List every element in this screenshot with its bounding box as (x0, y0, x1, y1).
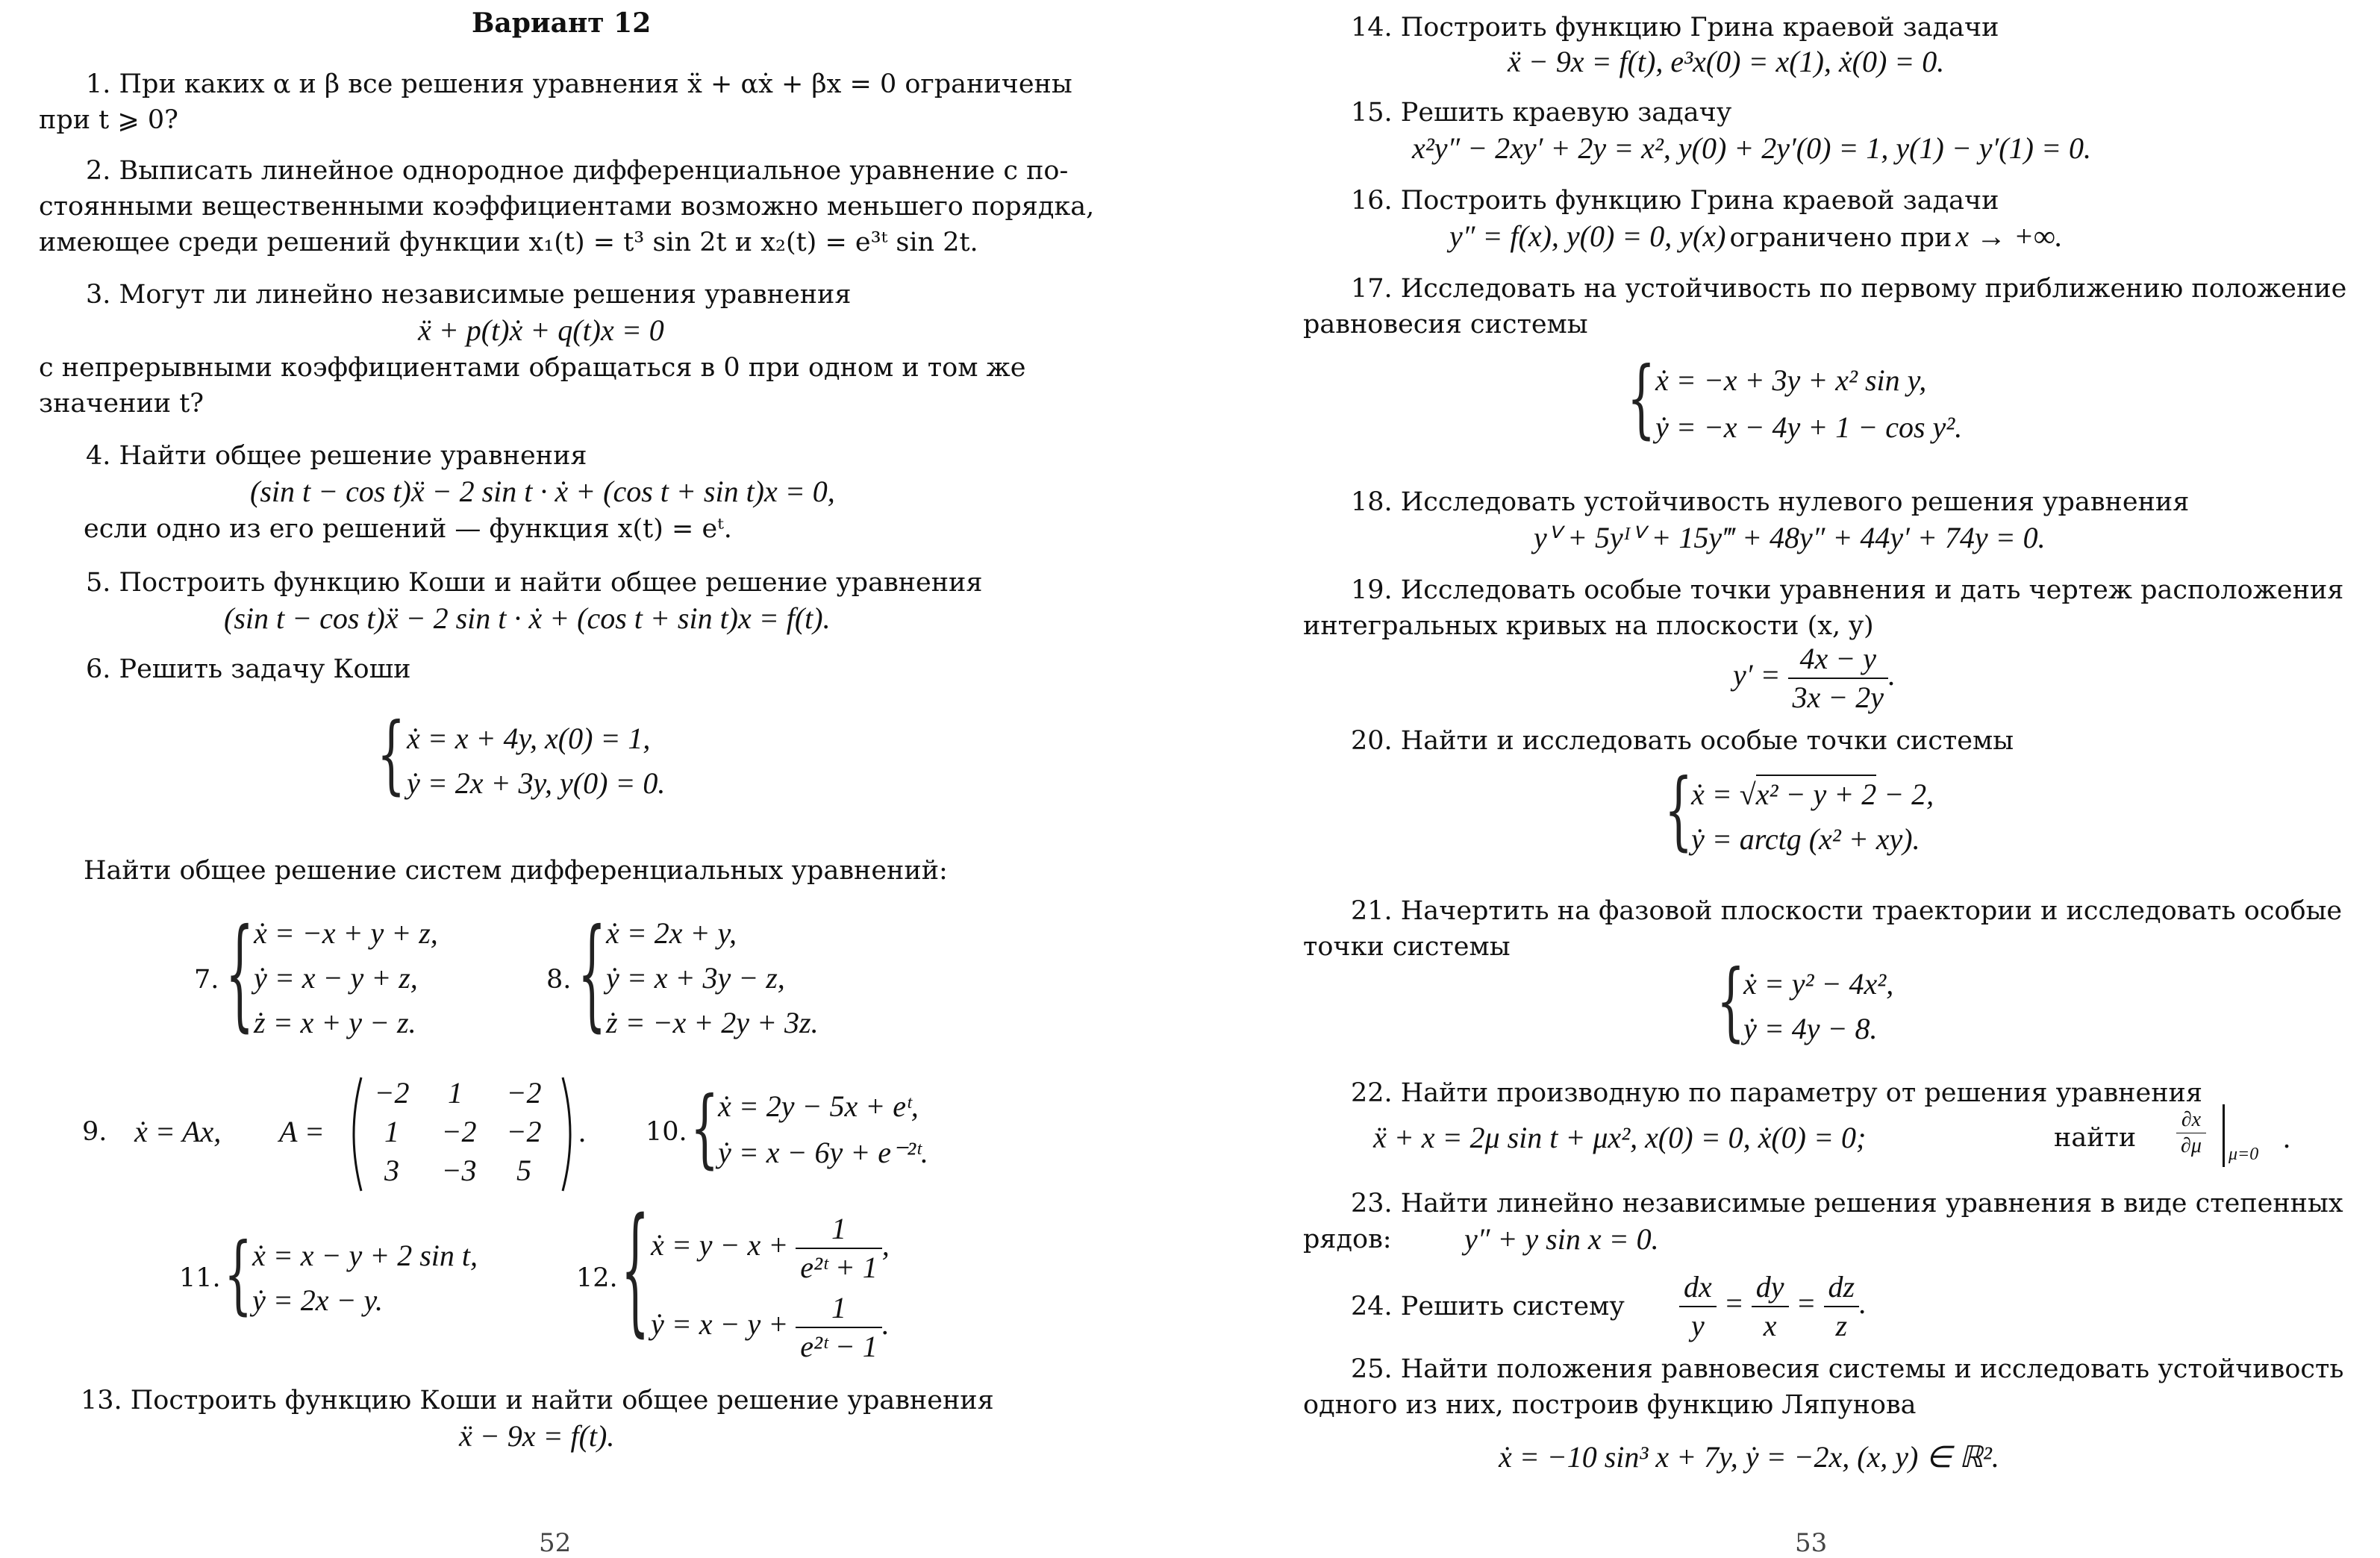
problem-16-line1: 16. Построить функцию Грина краевой задачи (1351, 186, 1999, 216)
problem-21-line1: 21. Начертить на фазовой плоскости траектории и исследовать особые (1351, 896, 2343, 926)
problem-19-lhs: y′ = (1733, 658, 1781, 692)
fraction-numerator: dz (1824, 1268, 1860, 1307)
problem-12-brace: { (621, 1189, 650, 1352)
systems-heading: Найти общее решение систем дифференциальных уравнений: (84, 856, 948, 886)
matrix-cell: −2 (506, 1076, 542, 1110)
problem-23-equation: y″ + y sin x = 0. (1464, 1222, 1659, 1256)
problem-13-line1: 13. Построить функцию Коши и найти общее решение уравнения (81, 1386, 994, 1415)
problem-24-dot: . (1859, 1286, 1867, 1321)
problem-12-fraction-2 (796, 1289, 881, 1365)
problem-22-find: найти (2054, 1123, 2137, 1153)
problem-11-line1: ẋ = x − y + 2 sin t, (252, 1239, 478, 1272)
problem-22-subscript: μ=0 (2228, 1145, 2259, 1164)
problem-6-system-line2: ẏ = 2x + 3y, y(0) = 0. (407, 766, 666, 800)
problem-18-line1: 18. Исследовать устойчивость нулевого решения уравнения (1351, 487, 2190, 517)
problem-10-number: 10. (646, 1117, 687, 1147)
problem-20-rest: − 2, (1884, 778, 1934, 811)
matrix-cell: 3 (384, 1154, 399, 1187)
fraction-denominator: y (1691, 1309, 1705, 1342)
problem-19-fraction (1788, 640, 1889, 716)
problem-25-line2: одного из них, построив функцию Ляпунова (1303, 1390, 1917, 1420)
page-number-left: 52 (539, 1528, 572, 1558)
problem-20-radicand: x² − y + 2 (1756, 775, 1876, 811)
fraction-numerator: ∂x (2176, 1107, 2206, 1133)
problem-22-dot: . (2284, 1121, 2291, 1154)
problem-23-line1: 23. Найти линейно независимые решения уравнения в виде степенных (1351, 1189, 2343, 1218)
problem-1-line1: 1. При каких α и β все решения уравнения ẍ + αẋ + βx = 0 ограничены (86, 69, 1072, 99)
problem-24-fraction-1 (1679, 1268, 1717, 1345)
problem-12-line1-lhs: ẋ = y − x + (651, 1228, 789, 1263)
matrix-cell: −2 (441, 1115, 477, 1148)
problem-20-line1: 20. Найти и исследовать особые точки системы (1351, 726, 2014, 756)
problem-18-equation: yⱽ + 5yᴵⱽ + 15y‴ + 48y″ + 44y′ + 74y = 0. (1534, 521, 2046, 554)
problem-9-matrix-label: A = (279, 1115, 325, 1148)
fraction-numerator: 1 (796, 1289, 881, 1328)
problem-21-line-b: ẏ = 4y − 8. (1743, 1012, 1878, 1045)
problem-2-line2: стоянными вещественными коэффициентами возможно меньшего порядка, (39, 192, 1095, 222)
problem-2-line3: имеющее среди решений функции x₁(t) = t³ sin 2t и x₂(t) = e³ᵗ sin 2t. (39, 228, 978, 257)
problem-7-brace: { (225, 904, 254, 1045)
problem-16-eq-part3: x → +∞. (1955, 219, 2063, 253)
matrix-cell: −2 (374, 1076, 410, 1110)
problem-19-dot: . (1888, 658, 1896, 692)
problem-5-equation: (sin t − cos t)ẍ − 2 sin t · ẋ + (cos t + sin t)x = f(t). (224, 601, 831, 635)
problem-10-line1: ẋ = 2y − 5x + eᵗ, (718, 1089, 919, 1123)
fraction-numerator: dy (1752, 1268, 1789, 1307)
problem-7-line3: ż = x + y − z. (254, 1006, 416, 1039)
problem-3-line1: 3. Могут ли линейно независимые решения уравнения (86, 280, 852, 310)
problem-12-line1 (651, 1210, 890, 1286)
problem-22-equation: ẍ + x = 2μ sin t + μx², x(0) = 0, ẋ(0) = 0; (1373, 1121, 1867, 1154)
problem-19-equation (1733, 640, 1896, 716)
problem-11-brace: { (224, 1225, 253, 1325)
equals-sign: = (1796, 1286, 1817, 1321)
problem-21-line-a: ẋ = y² − 4x², (1743, 967, 1894, 1001)
fraction-numerator: dx (1679, 1268, 1717, 1307)
matrix-cell: 5 (516, 1154, 531, 1187)
matrix-cell: 1 (384, 1115, 399, 1148)
problem-10-line2: ẏ = x − 6y + e⁻²ᵗ. (718, 1136, 928, 1169)
problem-4-line1: 4. Найти общее решение уравнения (86, 441, 587, 471)
left-page (0, 0, 1105, 1558)
problem-10-brace: { (690, 1079, 719, 1179)
problem-1-line2: при t ⩾ 0? (39, 105, 178, 135)
problem-3-equation: ẍ + p(t)ẋ + q(t)x = 0 (418, 313, 664, 347)
problem-4-line2: если одно из его решений — функция x(t) = eᵗ. (84, 514, 732, 544)
page-number-right: 53 (1795, 1528, 1828, 1558)
problem-12-comma: , (881, 1228, 890, 1263)
problem-15-equation: x²y″ − 2xy′ + 2y = x², y(0) + 2y′(0) = 1, y(1) − y′(1) = 0. (1412, 131, 2091, 165)
problem-17-line1: 17. Исследовать на устойчивость по первому приближению положение (1351, 274, 2347, 304)
problem-24-fraction-3 (1824, 1268, 1860, 1345)
problem-15-line1: 15. Решить краевую задачу (1351, 98, 1732, 128)
matrix-cell: −3 (441, 1154, 477, 1187)
problem-12-line2 (651, 1289, 890, 1365)
problem-22-fraction (2176, 1107, 2206, 1159)
problem-12-period: . (881, 1307, 890, 1342)
evaluation-bar (2223, 1104, 2225, 1167)
fraction-numerator: 4x − y (1788, 640, 1889, 679)
fraction-denominator: 3x − 2y (1792, 681, 1884, 714)
fraction-denominator: ∂μ (2181, 1134, 2202, 1157)
problem-16-eq-part1: y″ = f(x), y(0) = 0, y(x) (1449, 219, 1726, 253)
problem-6-system-line1: ẋ = x + 4y, x(0) = 1, (407, 722, 651, 755)
problem-21-brace: { (1717, 952, 1746, 1052)
problem-9-number: 9. (82, 1117, 107, 1147)
problem-12-line2-lhs: ẏ = x − y + (651, 1307, 789, 1342)
problem-17-line-a: ẋ = −x + 3y + x² sin y, (1655, 363, 1927, 397)
problem-9-equation: ẋ = Ax, (134, 1115, 222, 1148)
problem-8-brace: { (578, 904, 607, 1045)
problem-19-line1: 19. Исследовать особые точки уравнения и дать чертеж расположения (1351, 575, 2344, 605)
equals-sign: = (1723, 1286, 1744, 1321)
right-page (1276, 0, 2380, 1558)
problem-5-line1: 5. Построить функцию Коши и найти общее решение уравнения (86, 568, 983, 598)
problem-9-dot: . (579, 1115, 587, 1148)
problem-6-brace: { (377, 705, 406, 805)
problem-14-line1: 14. Построить функцию Грина краевой задачи (1351, 13, 1999, 43)
problem-17-brace: { (1627, 349, 1656, 449)
sqrt-icon: √ (1739, 778, 1756, 811)
matrix-cell: −2 (506, 1115, 542, 1148)
problem-22-line1: 22. Найти производную по параметру от решения уравнения (1351, 1078, 2202, 1108)
problem-14-equation: ẍ − 9x = f(t), e³x(0) = x(1), ẋ(0) = 0. (1508, 45, 1945, 78)
problem-24-equation (1679, 1268, 1867, 1345)
problem-16-eq-part2: ограничено при (1729, 223, 1952, 253)
problem-8-number: 8. (546, 965, 572, 995)
problem-16-equation (1449, 218, 2063, 257)
problem-21-line2: точки системы (1303, 932, 1511, 962)
problem-23-line2: рядов: (1303, 1224, 1392, 1254)
problem-8-line1: ẋ = 2x + y, (606, 916, 737, 950)
problem-20-lhs: ẋ = (1691, 778, 1732, 811)
problem-3-line2: с непрерывными коэффициентами обращаться в 0 при одном и том же (39, 353, 1026, 383)
variant-title: Вариант 12 (472, 7, 652, 39)
problem-25-line1: 25. Найти положения равновесия системы и исследовать устойчивость (1351, 1354, 2344, 1384)
problem-13-equation: ẍ − 9x = f(t). (459, 1419, 615, 1453)
problem-20-line-b: ẏ = arctg (x² + xy). (1691, 822, 1920, 856)
problem-11-line2: ẏ = 2x − y. (252, 1283, 384, 1317)
problem-4-equation: (sin t − cos t)ẍ − 2 sin t · ẋ + (cos t + sin t)x = 0, (250, 475, 835, 508)
problem-7-line1: ẋ = −x + y + z, (254, 916, 438, 950)
problem-3-line3: значении t? (39, 389, 204, 419)
problem-8-line2: ẏ = x + 3y − z, (606, 961, 785, 995)
problem-22-derivative (2176, 1107, 2206, 1159)
matrix-cell: 1 (448, 1076, 463, 1110)
fraction-numerator: 1 (796, 1210, 881, 1249)
problem-19-line2: интегральных кривых на плоскости (x, y) (1303, 611, 1874, 641)
problem-25-equation: ẋ = −10 sin³ x + 7y, ẏ = −2x, (x, y) ∈ ℝ². (1499, 1440, 1999, 1474)
problem-6-line1: 6. Решить задачу Коши (86, 654, 411, 684)
fraction-denominator: x (1763, 1309, 1777, 1342)
problem-2-line1: 2. Выписать линейное однородное дифференциальное уравнение с по- (86, 156, 1069, 186)
problem-11-number: 11. (179, 1263, 221, 1293)
problem-7-line2: ẏ = x − y + z, (254, 961, 418, 995)
problem-24-line1: 24. Решить систему (1351, 1292, 1625, 1321)
problem-17-line-b: ẏ = −x − 4y + 1 − cos y². (1655, 410, 1963, 444)
problem-20-line-a (1691, 776, 1934, 813)
fraction-denominator: e²ᵗ − 1 (800, 1330, 878, 1363)
fraction-denominator: e²ᵗ + 1 (800, 1251, 878, 1284)
problem-20-brace: { (1664, 761, 1693, 861)
problem-12-fraction-1 (796, 1210, 881, 1286)
problem-12-number: 12. (576, 1263, 618, 1293)
problem-8-line3: ż = −x + 2y + 3z. (606, 1006, 819, 1039)
problem-7-number: 7. (194, 965, 219, 995)
problem-17-line2: равновесия системы (1303, 310, 1588, 340)
problem-24-fraction-2 (1752, 1268, 1789, 1345)
fraction-denominator: z (1835, 1309, 1848, 1342)
